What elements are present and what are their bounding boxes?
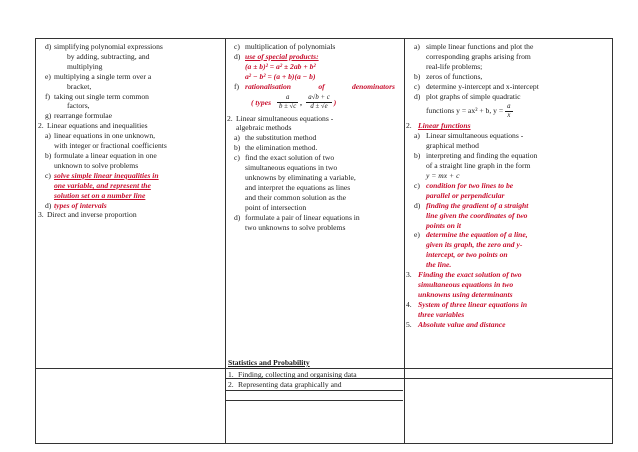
list-item: [406, 42, 611, 72]
item-text: point of intersection: [245, 202, 307, 212]
list-item: [228, 370, 402, 380]
item-label: 3.: [406, 270, 412, 280]
item-text: taking out single term common: [54, 91, 149, 101]
item-text: ( types: [251, 97, 272, 107]
fraction-numerator: a√b + c: [308, 94, 330, 102]
item-text: formulate a pair of linear equations in: [245, 212, 360, 222]
item-label: c): [234, 153, 240, 163]
section-heading: [406, 300, 611, 320]
item-text: interpreting and finding the equation: [426, 151, 538, 161]
item-text: Linear functions: [418, 121, 471, 131]
item-text: one variable, and represent the: [54, 180, 151, 190]
section-heading: [406, 270, 611, 300]
item-text: unknown to solve problems: [54, 160, 139, 170]
section-heading: [38, 121, 223, 131]
formula: (a ± b)² = a² ± 2ab + b²: [245, 61, 316, 71]
item-text: types of intervals: [54, 200, 107, 210]
item-text: rearrange formulae: [54, 111, 112, 121]
item-text: plot graphs of simple quadratic: [426, 91, 521, 101]
list-item: [227, 133, 402, 143]
section-heading: [406, 320, 611, 330]
item-text: two unknowns to solve problems: [245, 222, 346, 232]
fraction: [306, 94, 332, 111]
item-label: d): [234, 212, 241, 222]
item-text: ): [333, 97, 337, 107]
fraction-denominator: b ± √c: [279, 103, 297, 111]
list-item: [406, 181, 611, 201]
item-text: formulate a linear equation in one: [54, 150, 157, 160]
item-text: intercept, or two points on: [426, 250, 508, 260]
item-label: 2.: [38, 121, 44, 131]
item-text: line given the coordinates of two: [426, 210, 528, 220]
item-label: 4.: [406, 299, 412, 309]
item-text: and interpret the equations as lines: [245, 182, 351, 192]
item-label: c): [45, 170, 51, 180]
list-item: [406, 92, 611, 122]
item-label: c): [414, 180, 420, 190]
item-label: 5.: [406, 319, 412, 329]
item-text: find the exact solution of two: [245, 153, 335, 163]
item-text: unknowns using determinants: [418, 289, 513, 299]
item-label: d): [414, 91, 421, 101]
item-text: algebraic methods: [236, 123, 292, 133]
item-text: the elimination method.: [245, 143, 318, 153]
section-heading: [406, 121, 611, 131]
item-text: multiplication of polynomials: [245, 42, 336, 51]
formula: a² − b² = (a + b)(a − b): [245, 71, 316, 81]
list-item: [38, 151, 223, 171]
item-text: corresponding graphs arising from: [426, 51, 531, 61]
item-text: by adding, subtracting, and: [67, 51, 150, 61]
item-text: use of special products:: [245, 51, 319, 61]
list-item: [406, 72, 611, 82]
item-label: 2.: [228, 380, 234, 389]
fraction: [505, 103, 512, 120]
fraction: [277, 94, 298, 111]
item-label: a): [414, 131, 420, 141]
list-item: [38, 131, 223, 151]
item-label: 2.: [406, 121, 412, 131]
column-divider: [404, 39, 405, 444]
list-item: [406, 151, 611, 181]
item-text: the line.: [426, 260, 452, 270]
item-text: functions y = ax² + b, y =: [426, 106, 504, 116]
item-text: Absolute value and distance: [418, 319, 506, 329]
fraction-denominator: d ± √e: [310, 103, 328, 111]
item-label: b): [414, 151, 421, 161]
item-text: points on it: [426, 220, 462, 230]
list-item: [227, 52, 402, 82]
item-text: solution set on a number line: [54, 190, 146, 200]
item-text: real-life problems;: [426, 61, 483, 71]
item-text: simple linear functions and plot the: [426, 42, 534, 51]
list-item: [406, 201, 611, 231]
list-item: [227, 213, 402, 233]
item-text: graphical method: [426, 141, 479, 151]
list-item: [406, 82, 611, 92]
section-heading: [38, 210, 223, 220]
item-text: Finding, collecting and organising data: [238, 370, 357, 379]
item-label: d): [414, 200, 421, 210]
item-label: a): [45, 131, 51, 141]
item-text: ,: [300, 97, 303, 107]
item-label: d): [234, 51, 241, 61]
row-divider: [225, 390, 403, 391]
item-text: three variables: [418, 309, 465, 319]
item-text: and their common solution as the: [245, 192, 347, 202]
item-text: Finding the exact solution of two: [418, 270, 522, 280]
section-title: Statistics and Probability: [228, 358, 310, 367]
item-label: c): [414, 81, 420, 91]
item-label: b): [414, 71, 421, 81]
item-text: Linear simultaneous equations -: [426, 131, 524, 141]
item-label: f): [234, 81, 240, 91]
item-text: multiplying: [67, 61, 103, 71]
list-item: [406, 230, 611, 270]
item-label: g): [45, 111, 52, 121]
list-item: [228, 380, 402, 390]
list-item: [38, 42, 223, 72]
item-text: bracket,: [67, 81, 92, 91]
list-item: [227, 42, 402, 52]
item-text: simultaneous equations in two: [245, 163, 338, 173]
item-label: d): [45, 42, 52, 51]
item-label: a): [234, 133, 240, 143]
column-1: [38, 42, 223, 220]
item-label: b): [45, 150, 52, 160]
item-label: b): [234, 143, 241, 153]
item-text: linear equations in one unknown,: [54, 131, 156, 141]
column-3: [406, 42, 611, 329]
item-label: 1.: [228, 370, 234, 379]
item-text: determine the equation of a line,: [426, 230, 528, 240]
curriculum-table: [35, 38, 613, 444]
item-text: of a straight line graph in the form: [426, 161, 531, 171]
statistics-section: [228, 358, 402, 390]
item-text: simplifying polynomial expressions: [54, 42, 163, 51]
item-text: parallel or perpendicular: [426, 190, 505, 200]
row-divider: [225, 400, 403, 401]
item-label: e): [45, 71, 51, 81]
item-text: Linear simultaneous equations -: [236, 113, 334, 123]
item-text: multiplying a single term over a: [54, 71, 152, 81]
item-text: of: [318, 81, 325, 91]
list-item: [227, 143, 402, 153]
item-text: System of three linear equations in: [418, 299, 528, 309]
item-text: unknowns by eliminating a variable,: [245, 172, 356, 182]
list-item: [38, 111, 223, 121]
item-label: e): [414, 230, 420, 240]
section-heading: [227, 114, 402, 134]
list-item: [38, 201, 223, 211]
item-label: a): [414, 42, 420, 51]
item-text: determine y-intercept and x-intercept: [426, 81, 539, 91]
item-text: factors,: [67, 101, 90, 111]
fraction-denominator: x: [507, 111, 511, 119]
list-item: [227, 153, 402, 212]
item-text: Representing data graphically and: [238, 380, 342, 389]
item-text: solve simple linear inequalities in: [54, 170, 159, 180]
item-label: 3.: [38, 210, 44, 220]
list-item: [38, 92, 223, 112]
item-text: Linear equations and inequalities: [47, 121, 148, 131]
item-text: the substitution method: [245, 133, 317, 143]
item-label: 2.: [227, 113, 233, 123]
item-text: simultaneous equations in two: [418, 279, 514, 289]
item-text: with integer or fractional coefficients: [54, 141, 167, 151]
formula: y = mx + c: [426, 170, 460, 180]
item-text: denominators: [351, 81, 395, 91]
item-text: finding the gradient of a straight: [426, 200, 529, 210]
list-item: [227, 82, 402, 113]
item-text: condition for two lines to be: [426, 180, 514, 190]
item-text: zeros of functions,: [426, 71, 483, 81]
column-divider: [225, 39, 226, 444]
item-text: Direct and inverse proportion: [47, 210, 137, 220]
item-text: rationalisation: [245, 81, 292, 91]
list-item: [38, 171, 223, 201]
list-item: [406, 131, 611, 151]
item-text: given its graph, the zero and y-: [426, 240, 523, 250]
item-label: c): [234, 42, 240, 51]
item-label: f): [45, 91, 51, 101]
item-label: d): [45, 200, 52, 210]
column-2: [227, 42, 402, 232]
fraction-numerator: a: [507, 102, 511, 110]
list-item: [38, 72, 223, 92]
fraction-numerator: a: [277, 94, 298, 103]
